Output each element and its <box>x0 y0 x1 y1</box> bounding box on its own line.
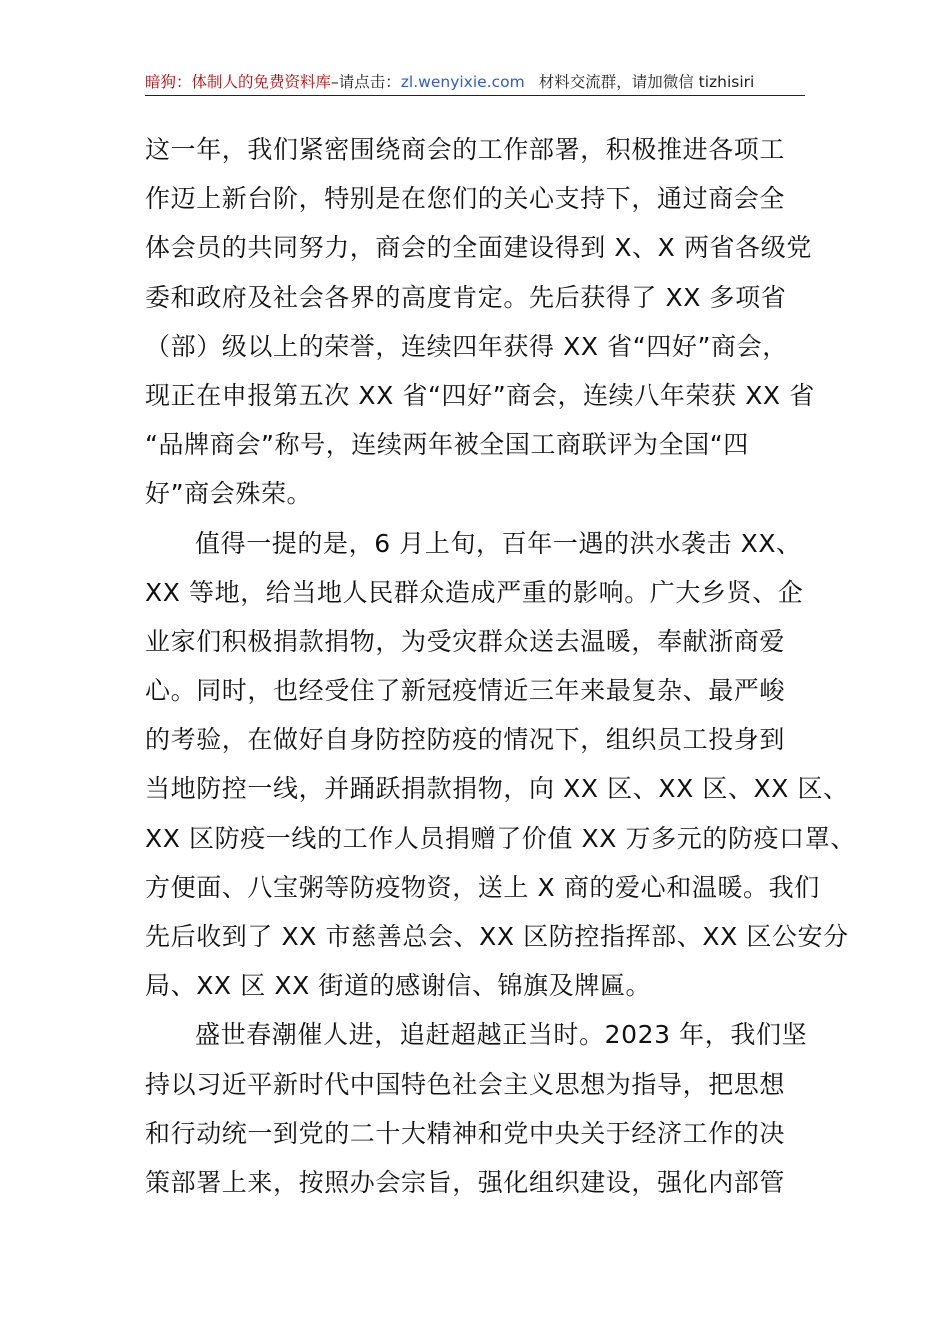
text-line: 持以习近平新时代中国特色社会主义思想为指导，把思想 <box>145 1069 786 1099</box>
header-click-prompt: –请点击： <box>331 73 401 91</box>
text-line: 值得一提的是，6 月上旬，百年一遇的洪水袭击 XX、 <box>195 528 802 558</box>
text-line: 和行动统一到党的二十大精神和党中央关于经济工作的决 <box>145 1118 786 1148</box>
text-line: 委和政府及社会各界的高度肯定。先后获得了 XX 多项省 <box>145 282 787 312</box>
page-header <box>145 69 805 96</box>
header-brand: 暗狗：体制人的免费资料库 <box>145 73 332 91</box>
text-line: 的考验，在做好自身防控防疫的情况下，组织员工投身到 <box>145 725 786 755</box>
text-line: 体会员的共同努力，商会的全面建设得到 X、X 两省各级党 <box>145 233 812 263</box>
paragraph-1 <box>145 125 815 519</box>
text-line: 当地防控一线，并踊跃捐款捐物，向 XX 区、XX 区、XX 区、 <box>145 774 849 804</box>
header-wechat-note: 材料交流群，请加微信 tizhisiri <box>538 73 755 91</box>
text-line: 现正在申报第五次 XX 省“四好”商会，连续八年荣获 XX 省 <box>145 380 815 410</box>
paragraph-3 <box>145 1010 815 1207</box>
text-line: 作迈上新台阶，特别是在您们的关心支持下，通过商会全 <box>145 184 786 214</box>
text-line: XX 等地，给当地人民群众造成严重的影响。广大乡贤、企 <box>145 577 804 607</box>
document-body <box>145 125 856 1207</box>
text-line: XX 区防疫一线的工作人员捐赠了价值 XX 万多元的防疫口罩、 <box>145 823 856 853</box>
text-line: 好”商会殊荣。 <box>145 479 313 509</box>
text-line: 先后收到了 XX 市慈善总会、XX 区防控指挥部、XX 区公安分 <box>145 922 849 951</box>
text-line: 盛世春潮催人进，追赶超越正当时。2023 年，我们坚 <box>195 1020 808 1050</box>
paragraph-2 <box>145 519 856 1011</box>
text-line: 业家们积极捐款捐物，为受灾群众送去温暖，奉献浙商爱 <box>145 626 786 656</box>
text-line: 心。同时，也经受住了新冠疫情近三年来最复杂、最严峻 <box>145 676 786 706</box>
text-line: （部）级以上的荣誉，连续四年获得 XX 省“四好”商会， <box>145 331 788 361</box>
text-line: “品牌商会”称号，连续两年被全国工商联评为全国“四 <box>145 430 749 460</box>
text-line: 局、XX 区 XX 街道的感谢信、锦旗及牌匾。 <box>145 971 652 1001</box>
text-line: 这一年，我们紧密围绕商会的工作部署，积极推进各项工 <box>145 135 786 164</box>
header-url-link[interactable]: zl.wenyixie.com <box>400 73 525 91</box>
text-line: 策部署上来，按照办会宗旨，强化组织建设，强化内部管 <box>145 1167 786 1197</box>
text-line: 方便面、八宝粥等防疫物资，送上 X 商的爱心和温暖。我们 <box>145 872 820 902</box>
